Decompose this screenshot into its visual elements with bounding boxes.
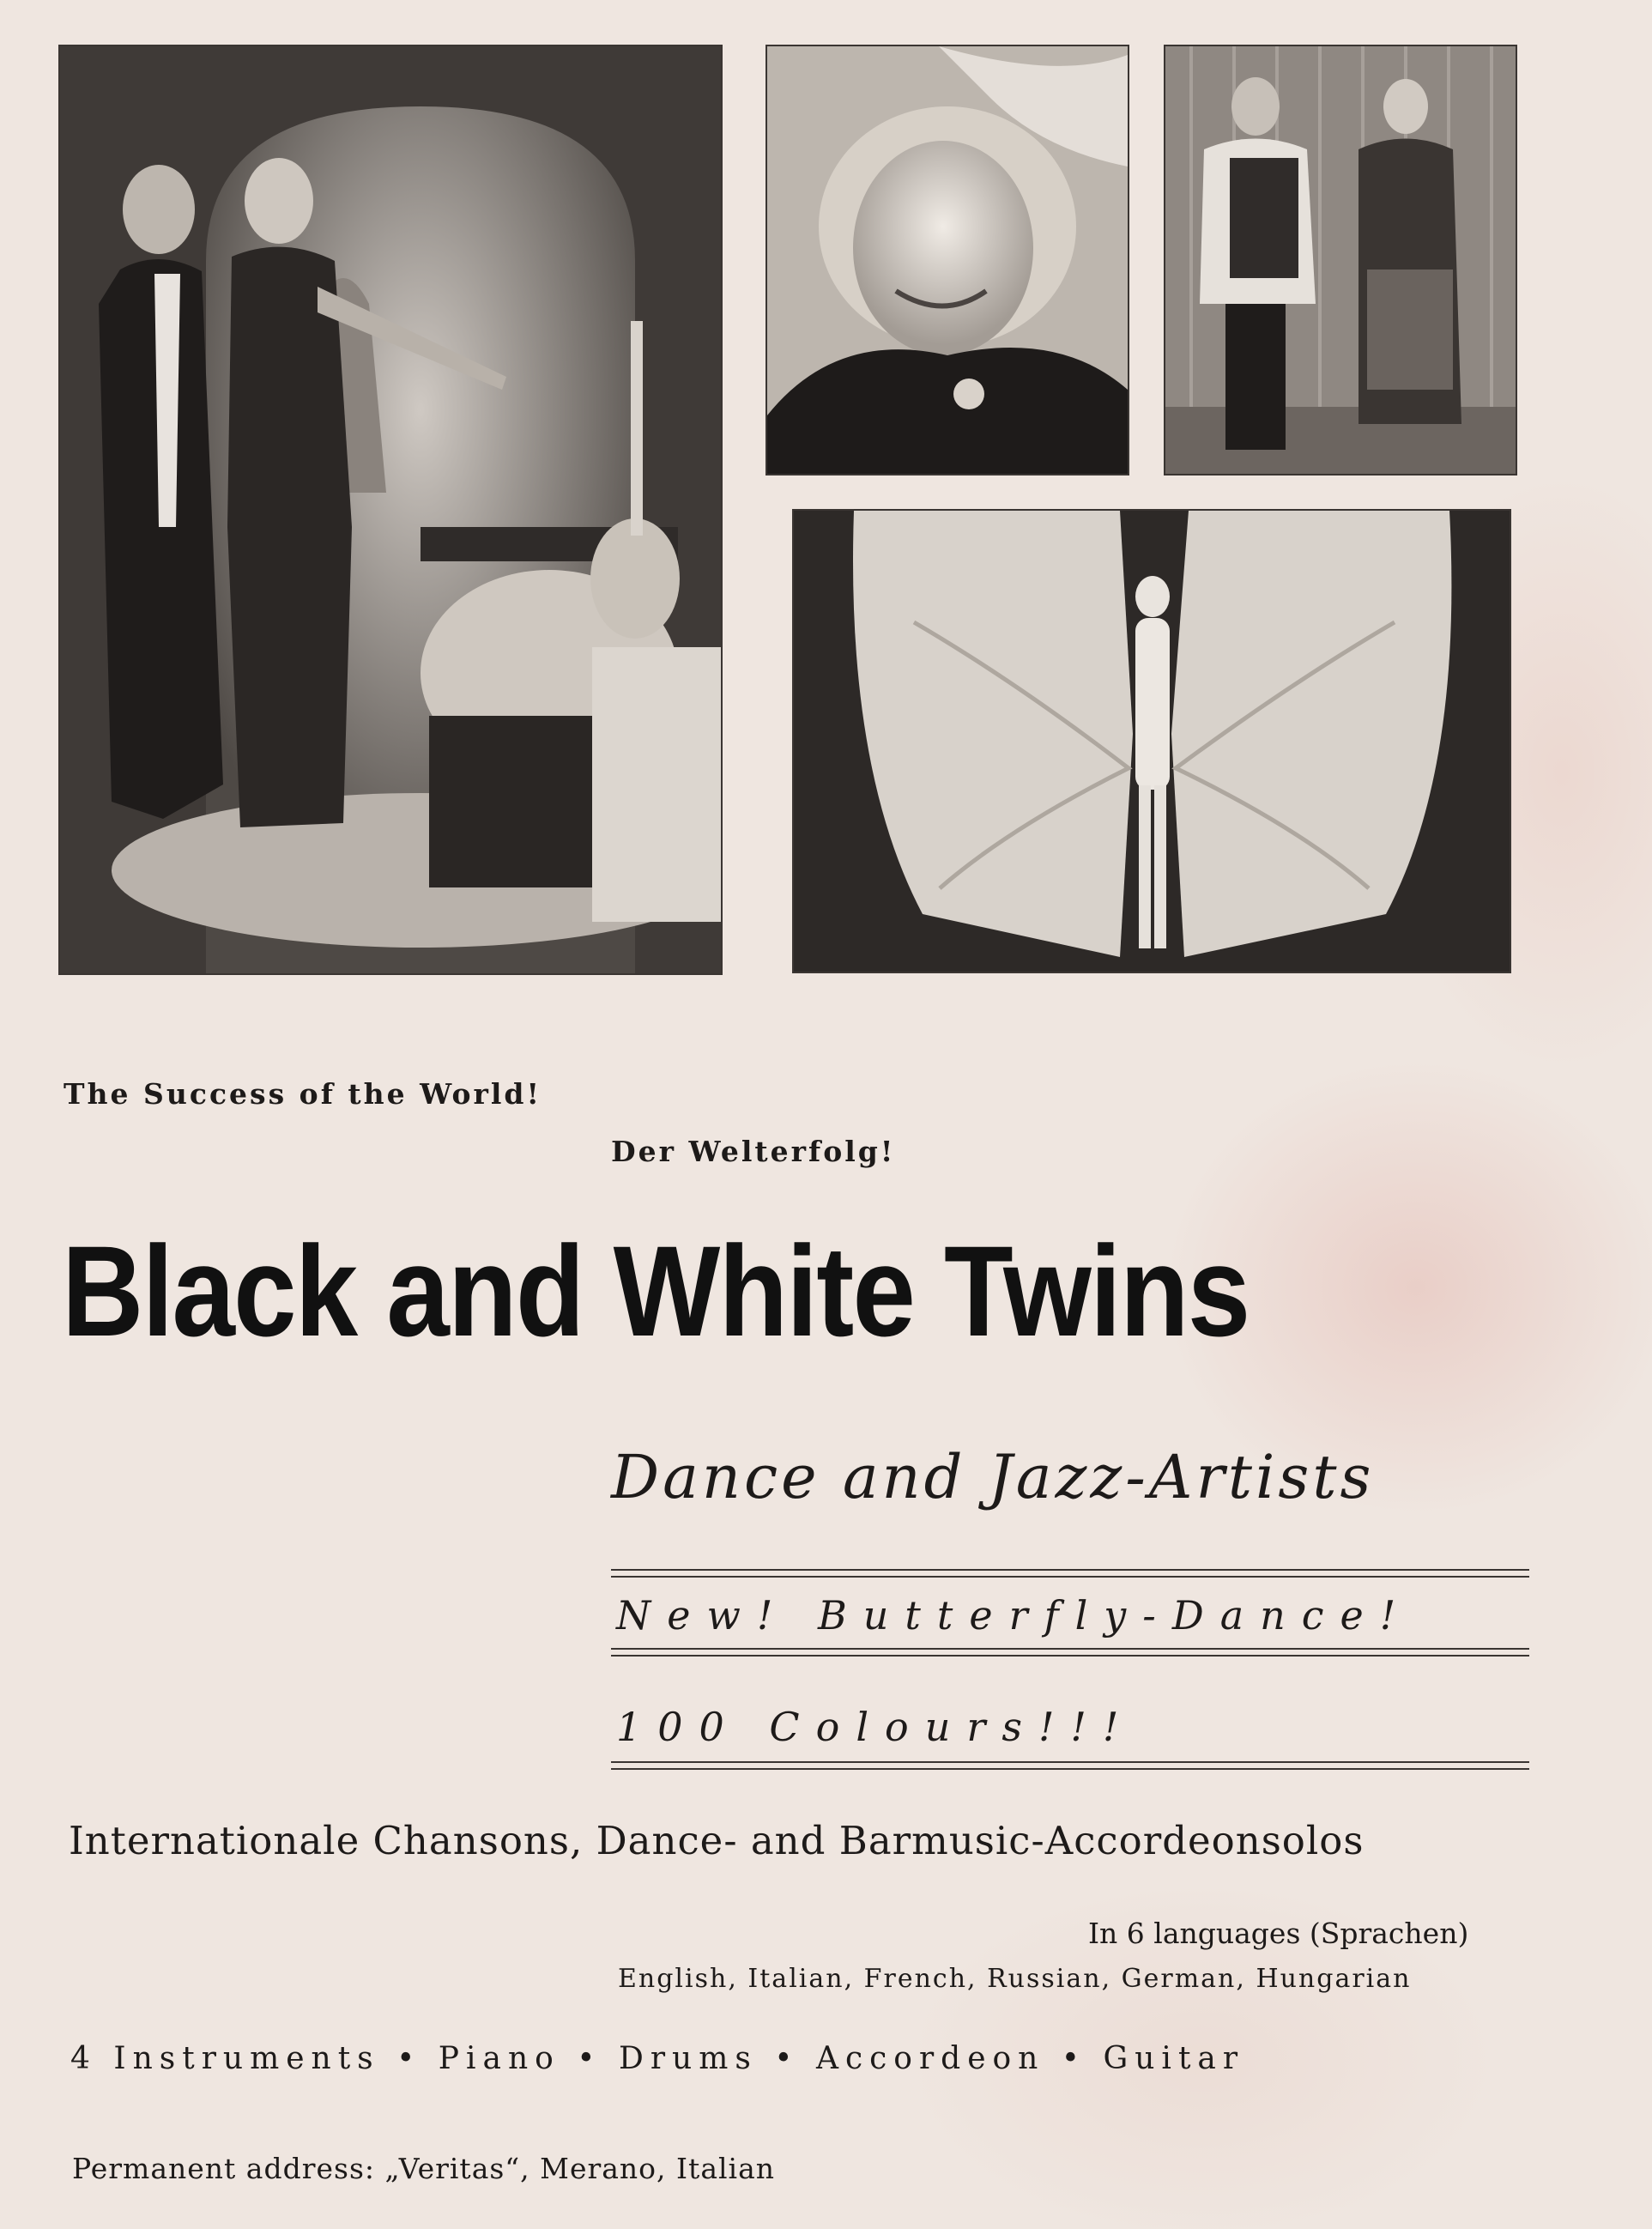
- photo-butterfly-dance: [792, 509, 1511, 973]
- divider-rule: [611, 1761, 1529, 1763]
- languages-list: English, Italian, French, Russian, German, Hungarian: [618, 1964, 1412, 1994]
- permanent-address: Permanent address: „Veritas“, Merano, Italian: [72, 2152, 776, 2185]
- act-title: Black and White Twins: [62, 1219, 1250, 1363]
- divider-rule: [611, 1648, 1529, 1650]
- tagline-english: The Success of the World!: [64, 1077, 542, 1111]
- divider-rule: [611, 1569, 1529, 1571]
- butterfly-dance-highlight: New! Butterfly-Dance!: [616, 1592, 1413, 1638]
- divider-rule: [611, 1655, 1529, 1657]
- repertoire-line: Internationale Chansons, Dance- and Barmusic-Accordeonsolos: [69, 1818, 1365, 1863]
- tagline-german: Der Welterfolg!: [611, 1135, 896, 1168]
- instruments-line: 4 Instruments • Piano • Drums • Accordeon • Guitar: [70, 2041, 1245, 2076]
- photo-woman-portrait: [765, 45, 1129, 475]
- colours-highlight: 100 Colours!!!: [616, 1704, 1135, 1750]
- photo-accordion-duo: [1164, 45, 1517, 475]
- languages-heading: In 6 languages (Sprachen): [1088, 1917, 1469, 1950]
- photo-duo-on-stage: [58, 45, 723, 975]
- act-subtitle: Dance and Jazz-Artists: [611, 1442, 1375, 1512]
- divider-rule: [611, 1768, 1529, 1770]
- divider-rule: [611, 1576, 1529, 1578]
